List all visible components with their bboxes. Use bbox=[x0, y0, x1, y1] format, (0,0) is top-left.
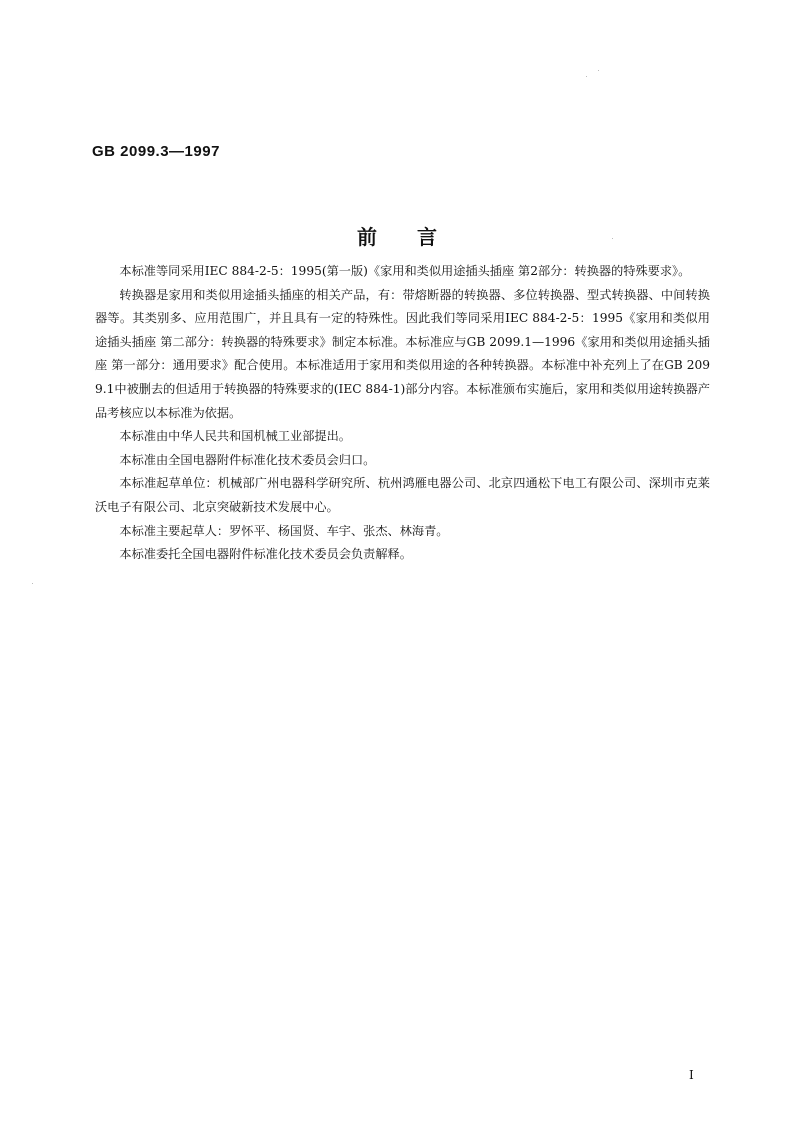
paragraph-drafters: 本标准主要起草人：罗怀平、杨国贤、车宇、张杰、林海青。 bbox=[119, 523, 449, 538]
paragraph-drafting-units: 本标准起草单位：机械部广州电器科学研究所、杭州鸿雁电器公司、北京四通松下电工有限公司、深圳市克莱沃电子有限公司、北京突破新技术发展中心。 bbox=[95, 476, 710, 514]
page-title: 前言 bbox=[357, 225, 477, 249]
paragraph-adoption: 本标准等同采用IEC 884-2-5：1995(第一版)《家用和类似用途插头插座 第2部分：转换器的特殊要求》。 bbox=[119, 264, 691, 278]
scan-speck bbox=[612, 238, 613, 239]
scan-speck bbox=[586, 76, 587, 77]
paragraph-scope: 转换器是家用和类似用途插头插座的相关产品，有：带熔断器的转换器、多位转换器、型式转换器、中间转换器等。其类别多、应用范围广，并且具有一定的特殊性。因此我们等同采用IEC 884-2-5：1995《家用和类似用途插头插座 第二部分：转换器的特殊要求》制定本标准。本标准应与GB 2099.1—1996《家用和类似用途插头插座 第一部分：通用要求》配合使用。本标准适用于家用和类似用途的各种转换器。本标准中补充列上了在GB 2099.1中被删去的但适用于转换器的特殊要求的(IEC 884-1)部分内容。本标准颁布实施后，家用和类似用途转换器产品考核应以本标准为依据。 bbox=[95, 287, 710, 420]
scan-speck bbox=[598, 70, 599, 71]
paragraph-interpretation: 本标准委托全国电器附件标准化技术委员会负责解释。 bbox=[119, 547, 412, 562]
standard-number: GB 2099.3—1997 bbox=[92, 143, 220, 160]
page-number: I bbox=[689, 1068, 694, 1082]
scan-speck bbox=[32, 583, 33, 584]
paragraph-centralized-by: 本标准由全国电器附件标准化技术委员会归口。 bbox=[119, 452, 376, 467]
paragraph-proposer: 本标准由中华人民共和国机械工业部提出。 bbox=[119, 429, 351, 444]
foreword-body bbox=[95, 260, 710, 567]
